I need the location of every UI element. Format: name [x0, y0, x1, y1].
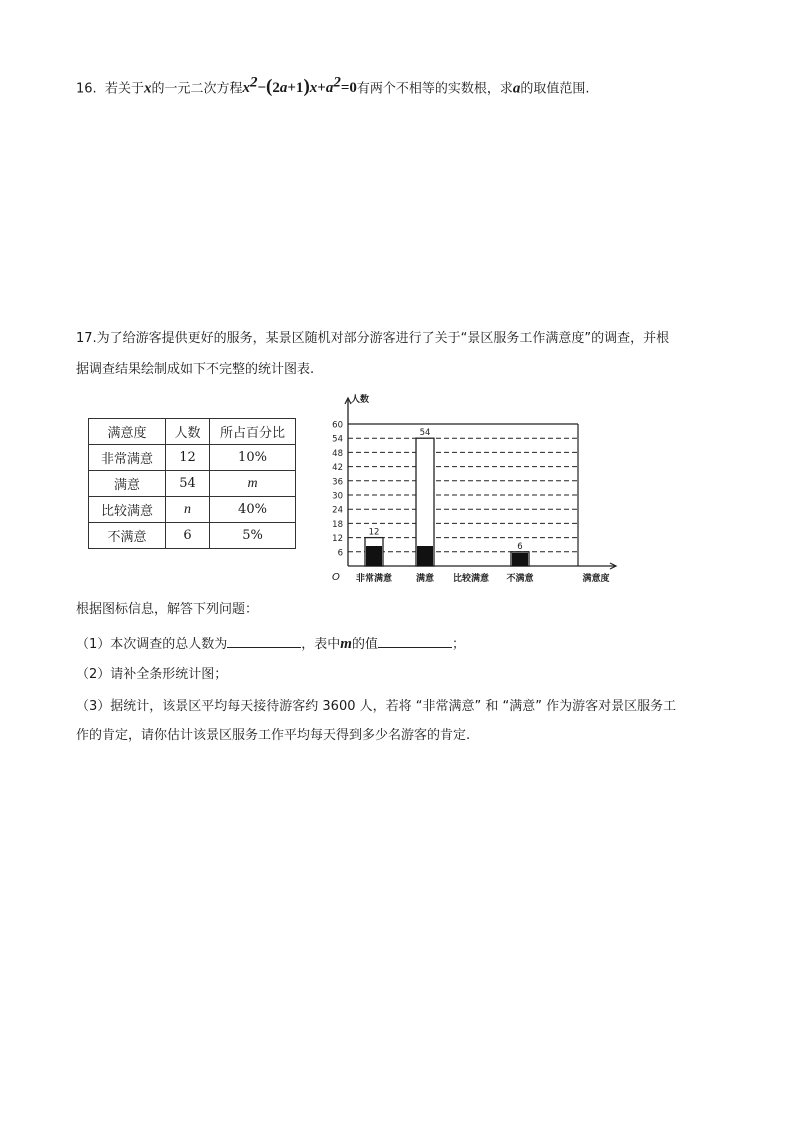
table-header-cell: 人数	[166, 419, 210, 445]
sub1-var-m: m	[340, 636, 352, 652]
q17-intro-line1: 17.为了给游客提供更好的服务，某景区随机对部分游客进行了关于“景区服务工作满意度”的调查，并根	[76, 331, 670, 346]
x-tick-label: 比较满意	[452, 574, 490, 584]
table-cell: 5%	[210, 523, 296, 549]
y-axis-label: 人数	[351, 395, 370, 405]
q16-equation: $x^2-(2a+1)x+a^2=0$	[242, 75, 357, 98]
y-tick-label: 12	[332, 534, 343, 545]
q17-prompt: 根据图标信息，解答下列问题：	[76, 602, 259, 617]
y-tick-label: 36	[332, 477, 343, 488]
x-tick-label: 非常满意	[355, 574, 393, 584]
y-tick-label: 42	[332, 463, 343, 474]
table-cell: 10%	[210, 445, 296, 471]
table-cell: n	[166, 497, 210, 523]
y-tick-label: 18	[332, 519, 343, 530]
satisfaction-table	[88, 418, 296, 549]
sub1-text-a: （1）本次调查的总人数为	[76, 637, 228, 652]
q16-text-post: 有两个不相等的实数根，求	[356, 81, 513, 97]
q17-intro-line2: 据调查结果绘制成如下不完整的统计图表.	[76, 362, 315, 377]
q17-sub3-line2: 作的肯定，请你估计该景区服务工作平均每天得到多少名游客的肯定.	[76, 728, 471, 743]
table-row	[89, 445, 296, 471]
q17-sub1	[76, 633, 465, 655]
bar-base	[512, 553, 528, 566]
table-header-row	[89, 419, 296, 445]
bar-chart	[320, 388, 620, 590]
y-tick-label: 48	[332, 448, 343, 459]
y-tick-label: 30	[332, 491, 343, 502]
x-tick-label: 满意	[415, 574, 435, 584]
q16-text-end: 的取值范围.	[520, 81, 590, 97]
q17-sub2: （2）请补全条形统计图；	[76, 667, 228, 682]
table-row	[89, 471, 296, 497]
sub1-text-b: ，表中	[301, 637, 341, 652]
table-cell: 非常满意	[89, 445, 166, 471]
x-axis-label: 满意度	[582, 574, 610, 584]
y-tick-label: 24	[332, 505, 343, 516]
q16-var-x: x	[143, 80, 152, 97]
q16-text-pre: 若关于	[104, 81, 144, 97]
table-cell: 12	[166, 445, 210, 471]
data-label: 6	[517, 541, 523, 552]
table-cell: 6	[166, 523, 210, 549]
y-tick-label: 54	[332, 434, 343, 445]
origin-label: O	[332, 572, 340, 583]
q16-text-mid: 的一元二次方程	[151, 81, 243, 97]
data-label: 54	[419, 428, 431, 439]
bar-base	[366, 546, 382, 566]
bar-base	[417, 546, 433, 566]
sub1-text-c: 的值	[351, 637, 378, 652]
question-16	[76, 73, 590, 99]
table-cell: m	[210, 471, 296, 497]
sub1-text-d: ；	[451, 637, 465, 652]
q16-number: 16.	[76, 81, 97, 97]
table-cell: 不满意	[89, 523, 166, 549]
table-row	[89, 523, 296, 549]
y-tick-label: 60	[332, 420, 343, 431]
table-header-cell: 所占百分比	[210, 419, 296, 445]
table-cell: 54	[166, 471, 210, 497]
q16-var-a: a	[512, 80, 521, 97]
q17-sub3-line1: （3）据统计，该景区平均每天接待游客约 3600 人，若将 “非常满意” 和 “满意” 作为游客对景区服务工	[76, 699, 677, 714]
answer-blank-m[interactable]	[378, 633, 452, 648]
table-cell: 40%	[210, 497, 296, 523]
table-row	[89, 497, 296, 523]
table-header-cell: 满意度	[89, 419, 166, 445]
x-tick-label: 不满意	[506, 574, 534, 584]
table-cell: 比较满意	[89, 497, 166, 523]
answer-blank-total[interactable]	[227, 633, 301, 648]
y-tick-label: 6	[337, 548, 343, 559]
data-label: 12	[368, 527, 380, 538]
table-cell: 满意	[89, 471, 166, 497]
